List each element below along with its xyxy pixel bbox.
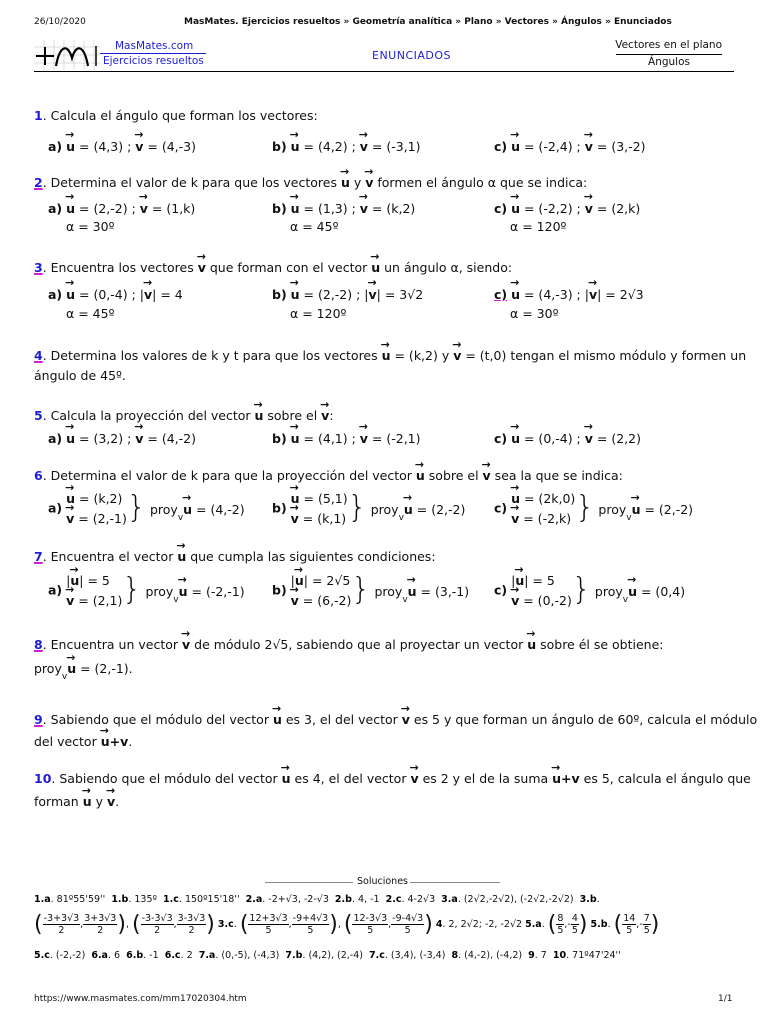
exercise-1: 1. Calcula el ángulo que forman los vectores: — [34, 108, 318, 123]
solutions-line-3: 5.c. (-2,-2) 6.a. 6 6.b. -1 6.c. 2 7.a. (0,-5), (-4,3) 7.b. (4,2), (2,-4) 7.c. (3,4), (-3,4) 8. (4,-2), (-4,2) 9. 7 10. 71º47'24'' — [34, 950, 621, 961]
brand-site: MasMates.com — [115, 40, 194, 52]
solutions-title: Soluciones — [357, 876, 408, 887]
ex3-c-angle: α = 30º — [510, 306, 559, 321]
solutions-line-2: ( $\frac{-3+3√3}{2}$ , $\frac{3+3√3}{2}$ ), ( $\frac{-3-3√3}{2}$ , $\frac{3-3√3}{2}$ ) 3.c. ( $\frac{12+3√3}{5}$ , $\frac{-9+4√3}{5}$ ), ( $\frac{12-3√3}{5}$ , $\frac{-9-4√3}{5}$ ) 4. 2, 2√2; -2, -2√2 5.a. ( $\frac{8}{5}$ ,- $\frac{4}{5}$ ) 5.b. ( $\frac{14}{5}$ ,- $\frac{7}{5}$ ) — [34, 912, 660, 937]
brand-subtitle: Ejercicios resueltos — [103, 55, 204, 67]
ex2-a: a) → u = (2,-2) ; → v = (1,k) — [48, 199, 195, 216]
exercise-3: 3. Encuentra los vectores → v que forman con el vector → u un ángulo α, siendo: — [34, 257, 734, 277]
ex5-b: b) → u = (4,1) ; → v = (-2,1) — [272, 429, 421, 446]
ex3-a: a) → u = (0,-4) ; |→ v| = 4 — [48, 285, 183, 302]
topic-title: Vectores en el plano — [615, 39, 722, 51]
ex2-a-angle: α = 30º — [66, 219, 115, 234]
ex3-a-angle: α = 45º — [66, 306, 115, 321]
ex3-b-angle: α = 120º — [290, 306, 347, 321]
ex7-b: b) |→ u| = 2√5 → v = (6,-2)} proy$_v$→ u = (3,-1) — [272, 570, 469, 610]
ex2-b: b) → u = (1,3) ; → v = (k,2) — [272, 199, 415, 216]
exercise-2: 2. Determina el valor de k para que los vectores → u y → v formen el ángulo α que se indica: — [34, 172, 734, 192]
exercise-10: 10. Sabiendo que el módulo del vector → u es 4, el del vector → v es 2 y el de la suma → u+v es 5, calcula el ángulo que — [34, 768, 734, 788]
breadcrumb: MasMates. Ejercicios resueltos » Geometría analítica » Plano » Vectores » Ángulos » Enunciados — [184, 17, 672, 27]
print-date: 26/10/2020 — [34, 17, 86, 27]
exercise-8-cont: proy$_v$→ u = (2,-1). — [34, 658, 734, 680]
exercise-9: 9. Sabiendo que el módulo del vector → u es 3, el del vector → v es 5 y que forman un ángulo de 60º, calcula el módulo — [34, 709, 734, 729]
ex2-b-angle: α = 45º — [290, 219, 339, 234]
exercise-8: 8. Encuentra un vector → v de módulo 2√5, sabiendo que al proyectar un vector → u sobre él se obtiene: — [34, 634, 734, 654]
exercise-10-cont: forman → u y → v. — [34, 791, 734, 811]
subtopic-title: Ángulos — [648, 56, 690, 68]
ex6-b: b) → u = (5,1) → v = (k,1)} proy$_v$→ u = (2,-2) — [272, 488, 465, 528]
ex3-c: c) → u = (4,-3) ; |→ v| = 2√3 — [494, 285, 644, 302]
ex5-a: a) → u = (3,2) ; → v = (4,-2) — [48, 429, 196, 446]
exercise-4-cont: ángulo de 45º. — [34, 368, 126, 383]
ex7-a: a) |→ u| = 5 → v = (2,1)} proy$_v$→ u = (-2,-1) — [48, 570, 245, 610]
exercise-5: 5. Calcula la proyección del vector → u sobre el → v: — [34, 405, 734, 425]
page-url[interactable]: https://www.masmates.com/mm17020304.htm — [34, 994, 247, 1004]
page-heading: ENUNCIADOS — [372, 49, 452, 62]
ex1-b: b) → u = (4,2) ; → v = (-3,1) — [272, 137, 421, 154]
exercise-9-cont: del vector → u+v. — [34, 731, 734, 751]
ex5-c: c) → u = (0,-4) ; → v = (2,2) — [494, 429, 641, 446]
exercise-6: 6. Determina el valor de k para que la proyección del vector → u sobre el → v sea la que se indica: — [34, 465, 734, 485]
ex6-c: c) → u = (2k,0) → v = (-2,k) } proy$_v$→ u = (2,-2) — [494, 488, 693, 528]
solutions-line-1: 1.a. 81º55'59'' 1.b. 135º 1.c. 150º15'18'' 2.a. -2+√3, -2-√3 2.b. 4, -1 2.c. 4-2√3 3.a. (2√2,-2√2), (-2√2,-2√2) 3.b. — [34, 894, 600, 905]
ex1-a: a) → u = (4,3) ; → v = (4,-3) — [48, 137, 196, 154]
ex2-c: c) → u = (-2,2) ; → v = (2,k) — [494, 199, 640, 216]
exercise-4: 4. Determina los valores de k y t para que los vectores → u = (k,2) y → v = (t,0) tengan el mismo módulo y formen un — [34, 345, 734, 365]
exercise-7: 7. Encuentra el vector → u que cumpla las siguientes condiciones: — [34, 546, 734, 566]
ex3-b: b) → u = (2,-2) ; |→ v| = 3√2 — [272, 285, 423, 302]
masmates-logo — [34, 40, 100, 70]
ex6-a: a) → u = (k,2) → v = (2,-1)} proy$_v$→ u = (4,-2) — [48, 488, 245, 528]
page-number: 1/1 — [718, 994, 733, 1004]
ex1-c: c) → u = (-2,4) ; → v = (3,-2) — [494, 137, 645, 154]
ex7-c: c) |→ u| = 5 → v = (0,-2)} proy$_v$→ u = (0,4) — [494, 570, 685, 610]
ex2-c-angle: α = 120º — [510, 219, 567, 234]
